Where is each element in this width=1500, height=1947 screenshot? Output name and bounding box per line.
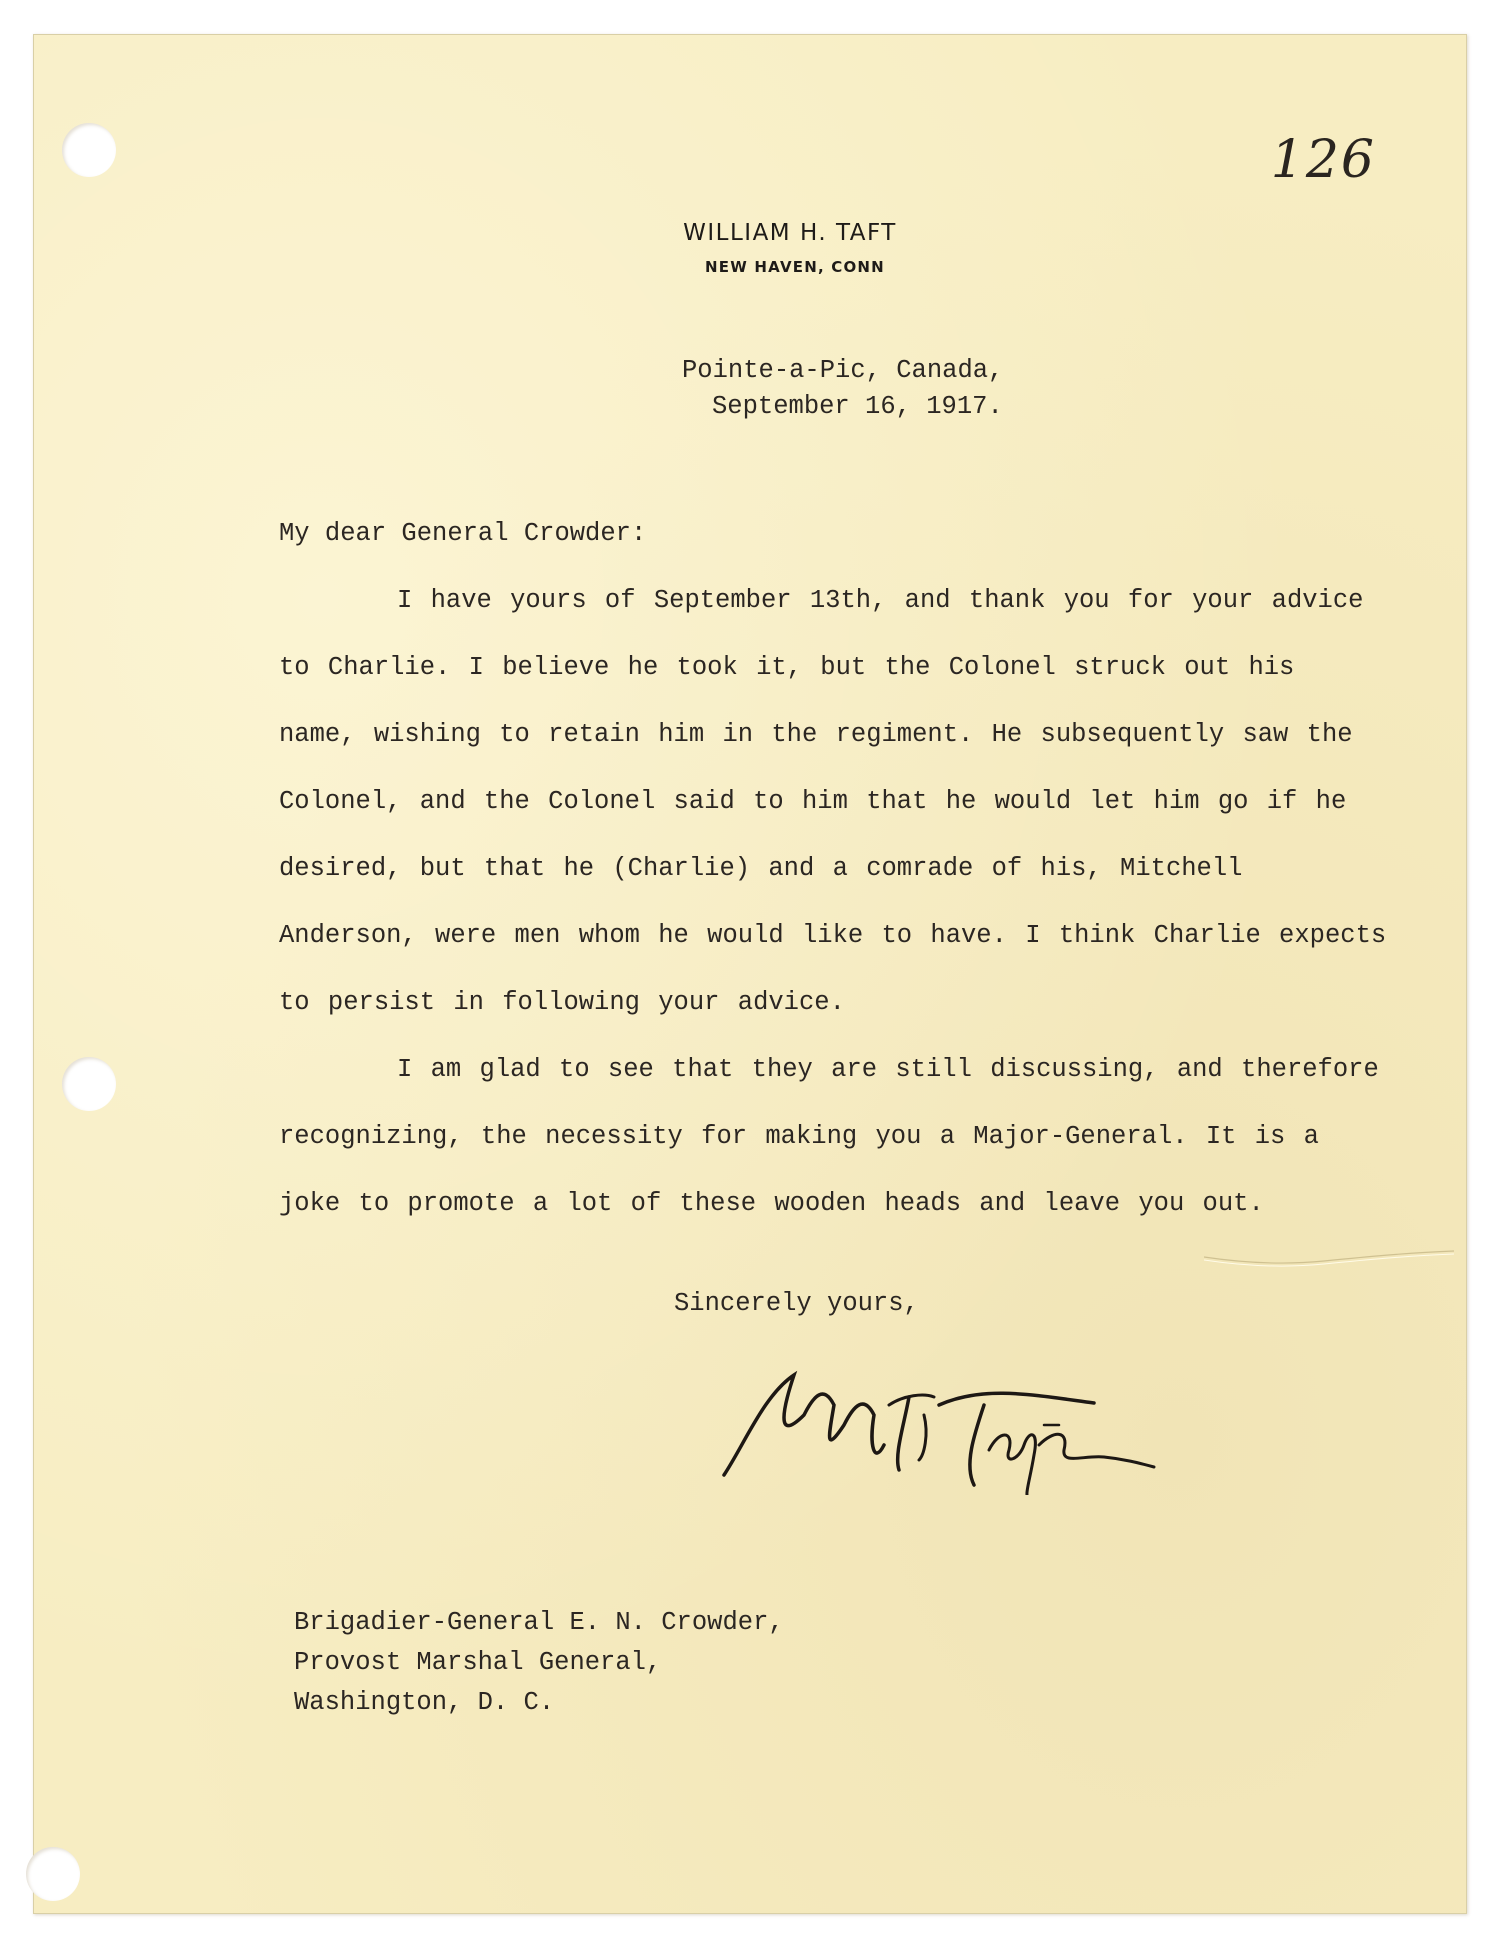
paper-crease (1204, 1245, 1454, 1275)
punch-hole-middle (62, 1057, 116, 1111)
letter-body (279, 567, 1389, 1237)
punch-hole-bottom (26, 1847, 80, 1901)
letter-page (33, 34, 1467, 1914)
handwritten-signature (684, 1335, 1184, 1495)
dateline-place: Pointe-a-Pic, Canada, (682, 356, 1004, 385)
paragraph-2 (279, 1036, 1389, 1237)
page-number: 126 (1270, 130, 1376, 190)
recipient-address (294, 1603, 784, 1723)
recipient-line-1: Brigadier-General E. N. Crowder, (294, 1608, 784, 1637)
letterhead-name: WILLIAM H. TAFT (683, 220, 897, 246)
dateline (682, 353, 1003, 425)
closing: Sincerely yours, (674, 1289, 919, 1318)
punch-hole-top (62, 123, 116, 177)
recipient-line-2: Provost Marshal General, (294, 1648, 662, 1677)
letterhead-location: NEW HAVEN, CONN (705, 258, 885, 276)
paragraph-2-text: I am glad to see that they are still discussing, and therefore recognizing, the necessity for making you a Major-General. It is a joke to promote a lot of these wooden heads and leave you out. (279, 1055, 1379, 1218)
dateline-date: September 16, 1917. (712, 392, 1003, 421)
paragraph-1-text: I have yours of September 13th, and thank you for your advice to Charlie. I believe he took it, but the Colonel struck out his name, wishing to retain him in the regiment. He subsequently saw the Colonel, and the Colonel said to him that he would let him go if he desired, but that he (Charlie) and a comrade of his, Mitchell Anderson, were men whom he would like to have. I think Charlie expects to persist in following your advice. (279, 586, 1387, 1017)
paragraph-1 (279, 567, 1389, 1036)
salutation: My dear General Crowder: (279, 519, 647, 548)
recipient-line-3: Washington, D. C. (294, 1688, 555, 1717)
